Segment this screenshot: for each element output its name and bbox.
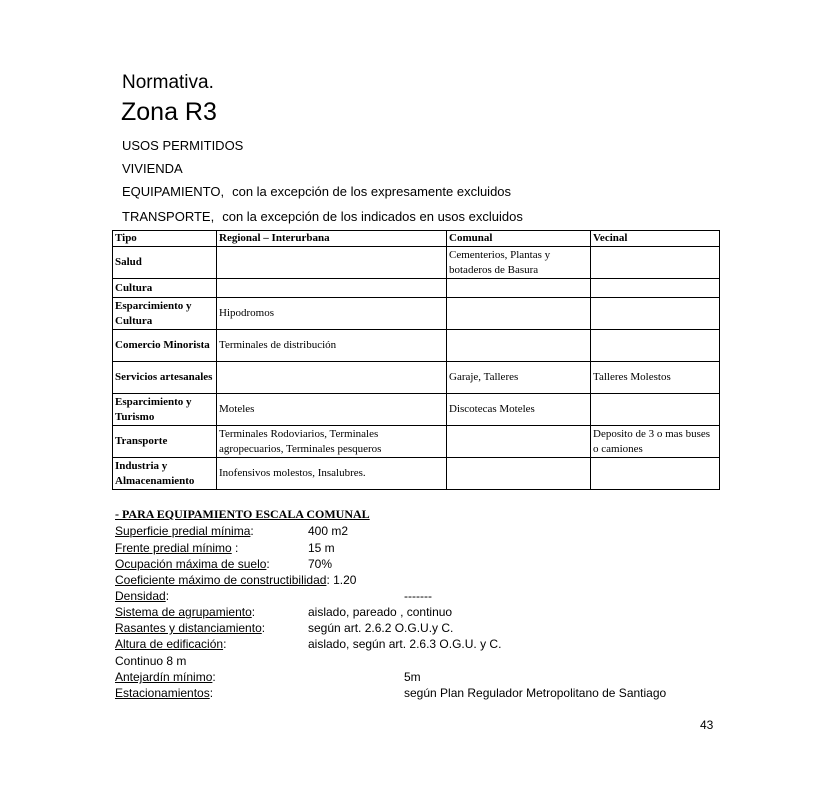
cell-vecinal [591,247,720,279]
spec-sep: : [223,637,227,651]
cell-regional: Hipodromos [217,298,447,330]
spec-label: Superficie predial mínima [115,524,251,538]
page-number: 43 [700,718,714,732]
spec-label: Ocupación máxima de suelo [115,557,267,571]
cell-comunal [447,426,591,458]
cell-vecinal [591,279,720,298]
table-row [113,362,720,394]
spec-continuo [115,654,186,668]
spec-antejardin [115,670,216,684]
cell-tipo: Industria y Almacenamiento [113,458,217,490]
cell-tipo: Salud [113,247,217,279]
spec-value: aislado, pareado , continuo [308,605,453,619]
document-title: Normativa. [122,72,214,93]
cell-regional [217,362,447,394]
transporte-line [122,209,523,224]
spec-value: según Plan Regulador Metropolitano de Santiago [404,686,667,700]
spec-label: Antejardín mínimo [115,670,213,684]
zone-title: Zona R3 [121,98,217,126]
cell-tipo: Esparcimiento y Cultura [113,298,217,330]
spec-sep: : [251,605,256,619]
spec-sep: : [231,541,239,555]
spec-coeficiente [115,573,356,587]
cell-tipo: Servicios artesanales [113,362,217,394]
header-regional: Regional – Interurbana [217,231,447,247]
spec-value: 400 m2 [308,524,349,538]
cell-vecinal [591,298,720,330]
spec-rasantes [115,621,265,635]
equipamiento-label: EQUIPAMIENTO, [122,184,225,199]
spec-sep: : [165,589,170,603]
transporte-label: TRANSPORTE, [122,209,215,224]
cell-comunal [447,298,591,330]
spec-value: 70% [308,557,333,571]
spec-value: ------- [404,589,432,603]
spec-label: Frente predial mínimo [115,541,232,555]
equipment-scale-heading: - PARA EQUIPAMIENTO ESCALA COMUNAL [115,507,370,521]
cell-comunal [447,458,591,490]
header-vecinal: Vecinal [591,231,720,247]
spec-superficie [115,524,254,538]
cell-regional: Terminales de distribución [217,330,447,362]
spec-sep: : [212,670,216,684]
spec-label: Altura de edificación [115,637,224,651]
vivienda-line: VIVIENDA [122,161,183,176]
spec-sep: : [209,686,214,700]
header-tipo: Tipo [113,231,217,247]
header-comunal: Comunal [447,231,591,247]
spec-estacionamientos [115,686,213,700]
table-row [113,298,720,330]
spec-label: Sistema de agrupamiento [115,605,252,619]
cell-tipo: Cultura [113,279,217,298]
cell-tipo: Esparcimiento y Turismo [113,394,217,426]
spec-altura [115,637,226,651]
cell-comunal [447,330,591,362]
cell-comunal: Cementerios, Plantas y botaderos de Basura [447,247,591,279]
spec-label: Rasantes y distanciamiento [115,621,262,635]
cell-regional: Moteles [217,394,447,426]
spec-label: Estacionamientos [115,686,210,700]
spec-densidad [115,589,169,603]
spec-sep: : 1.20 [326,573,357,587]
cell-comunal: Discotecas Moteles [447,394,591,426]
cell-regional [217,247,447,279]
spec-sep: : [250,524,254,538]
table-row [113,426,720,458]
cell-vecinal: Talleres Molestos [591,362,720,394]
spec-sep: : [261,621,266,635]
table-row [113,279,720,298]
cell-regional [217,279,447,298]
cell-comunal [447,279,591,298]
cell-regional: Terminales Rodoviarios, Terminales agropecuarios, Terminales pesqueros [217,426,447,458]
table-header-row [113,231,720,247]
spec-agrupamiento [115,605,255,619]
table-row [113,247,720,279]
cell-tipo: Transporte [113,426,217,458]
equipamiento-line [122,184,511,199]
cell-vecinal: Deposito de 3 o mas buses o camiones [591,426,720,458]
table-row [113,458,720,490]
spec-value: según art. 2.6.2 O.G.U.y C. [308,621,454,635]
spec-value: 15 m [308,541,335,555]
spec-label: Coeficiente máximo de constructibilidad [115,573,327,587]
permitted-uses-heading: USOS PERMITIDOS [122,138,244,153]
spec-label: Densidad [115,589,166,603]
uses-table [112,230,720,490]
cell-vecinal [591,394,720,426]
spec-value: aislado, según art. 2.6.3 O.G.U. y C. [308,637,502,651]
spec-sep: Continuo 8 m [115,654,187,668]
transporte-note: con la excepción de los indicados en usos excluidos [222,209,523,224]
table-row [113,394,720,426]
table-row [113,330,720,362]
spec-value: 5m [404,670,421,684]
cell-tipo: Comercio Minorista [113,330,217,362]
specs-list [115,524,715,704]
equipamiento-note: con la excepción de los expresamente excluidos [232,184,512,199]
cell-vecinal [591,458,720,490]
cell-regional: Inofensivos molestos, Insalubres. [217,458,447,490]
spec-sep: : [266,557,270,571]
cell-vecinal [591,330,720,362]
cell-comunal: Garaje, Talleres [447,362,591,394]
spec-frente [115,541,238,555]
spec-ocupacion [115,557,270,571]
